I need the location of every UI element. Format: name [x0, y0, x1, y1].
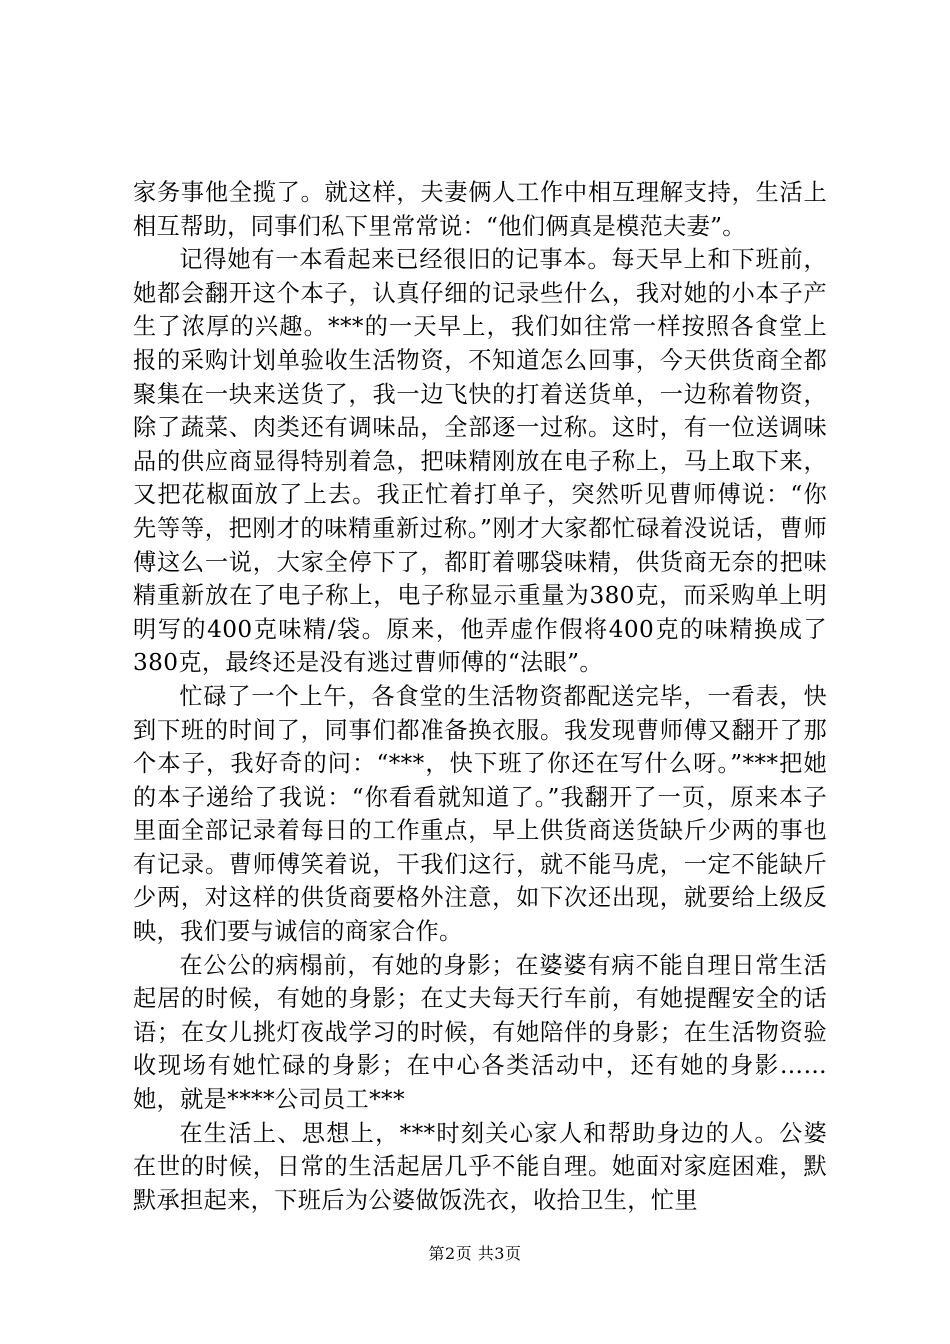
paragraph-morning-work: 忙碌了一个上午，各食堂的生活物资都配送完毕，一看表，快到下班的时间了，同事们都准备换衣服。我发现曹师傅又翻开了那个本子，我好奇的问：“***，快下班了你还在写什么呀。”***把她的本子递给了我说：“你看看就知道了。”我翻开了一页，原来本子里面全部记录着每日的工作重点，早上供货商送货缺斤少两的事也有记录。曹师傅笑着说，干我们这行，就不能马虎，一定不能缺斤少两，对这样的供货商要格外注意，如下次还出现，就要给上级反映，我们要与诚信的商家合作。 [133, 682, 827, 946]
paragraph-continuation: 家务事他全揽了。就这样，夫妻俩人工作中相互理解支持，生活上相互帮助，同事们私下里常常说：“他们俩真是模范夫妻”。 [133, 179, 827, 240]
paragraph-caring-family: 在生活上、思想上，***时刻关心家人和帮助身边的人。公婆在世的时候，日常的生活起居几乎不能自理。她面对家庭困难，默默承担起来，下班后为公婆做饭洗衣，收拾卫生，忙里 [133, 1119, 827, 1214]
page-footer [0, 1244, 950, 1264]
body-text [133, 176, 827, 1217]
paragraph-her-presence: 在公公的病榻前，有她的身影；在婆婆有病不能自理日常生活起居的时候，有她的身影；在丈夫每天行车前，有她提醒安全的话语；在女儿挑灯夜战学习的时候，有她陪伴的身影；在生活物资验收现场有她忙碌的身影；在中心各类活动中，还有她的身影……她，就是****公司员工*** [133, 951, 827, 1114]
page-number: 第2页 共3页 [428, 1244, 522, 1263]
paragraph-notebook: 记得她有一本看起来已经很旧的记事本。每天早上和下班前，她都会翻开这个本子，认真仔细的记录些什么，我对她的小本子产生了浓厚的兴趣。***的一天早上，我们如往常一样按照各食堂上报的采购计划单验收生活物资，不知道怎么回事，今天供货商全都聚集在一块来送货了，我一边飞快的打着送货单，一边称着物资，除了蔬菜、肉类还有调味品，全部逐一过称。这时，有一位送调味品的供应商显得特别着急，把味精刚放在电子称上，马上取下来，又把花椒面放了上去。我正忙着打单子，突然听见曹师傅说：“你先等等，把刚才的味精重新过称。”刚才大家都忙碌着没说话，曹师傅这么一说，大家全停下了，都盯着哪袋味精，供货商无奈的把味精重新放在了电子称上，电子称显示重量为380克，而采购单上明明写的400克味精/袋。原来，他弄虚作假将400克的味精换成了380克，最终还是没有逃过曹师傅的“法眼”。 [133, 246, 827, 677]
